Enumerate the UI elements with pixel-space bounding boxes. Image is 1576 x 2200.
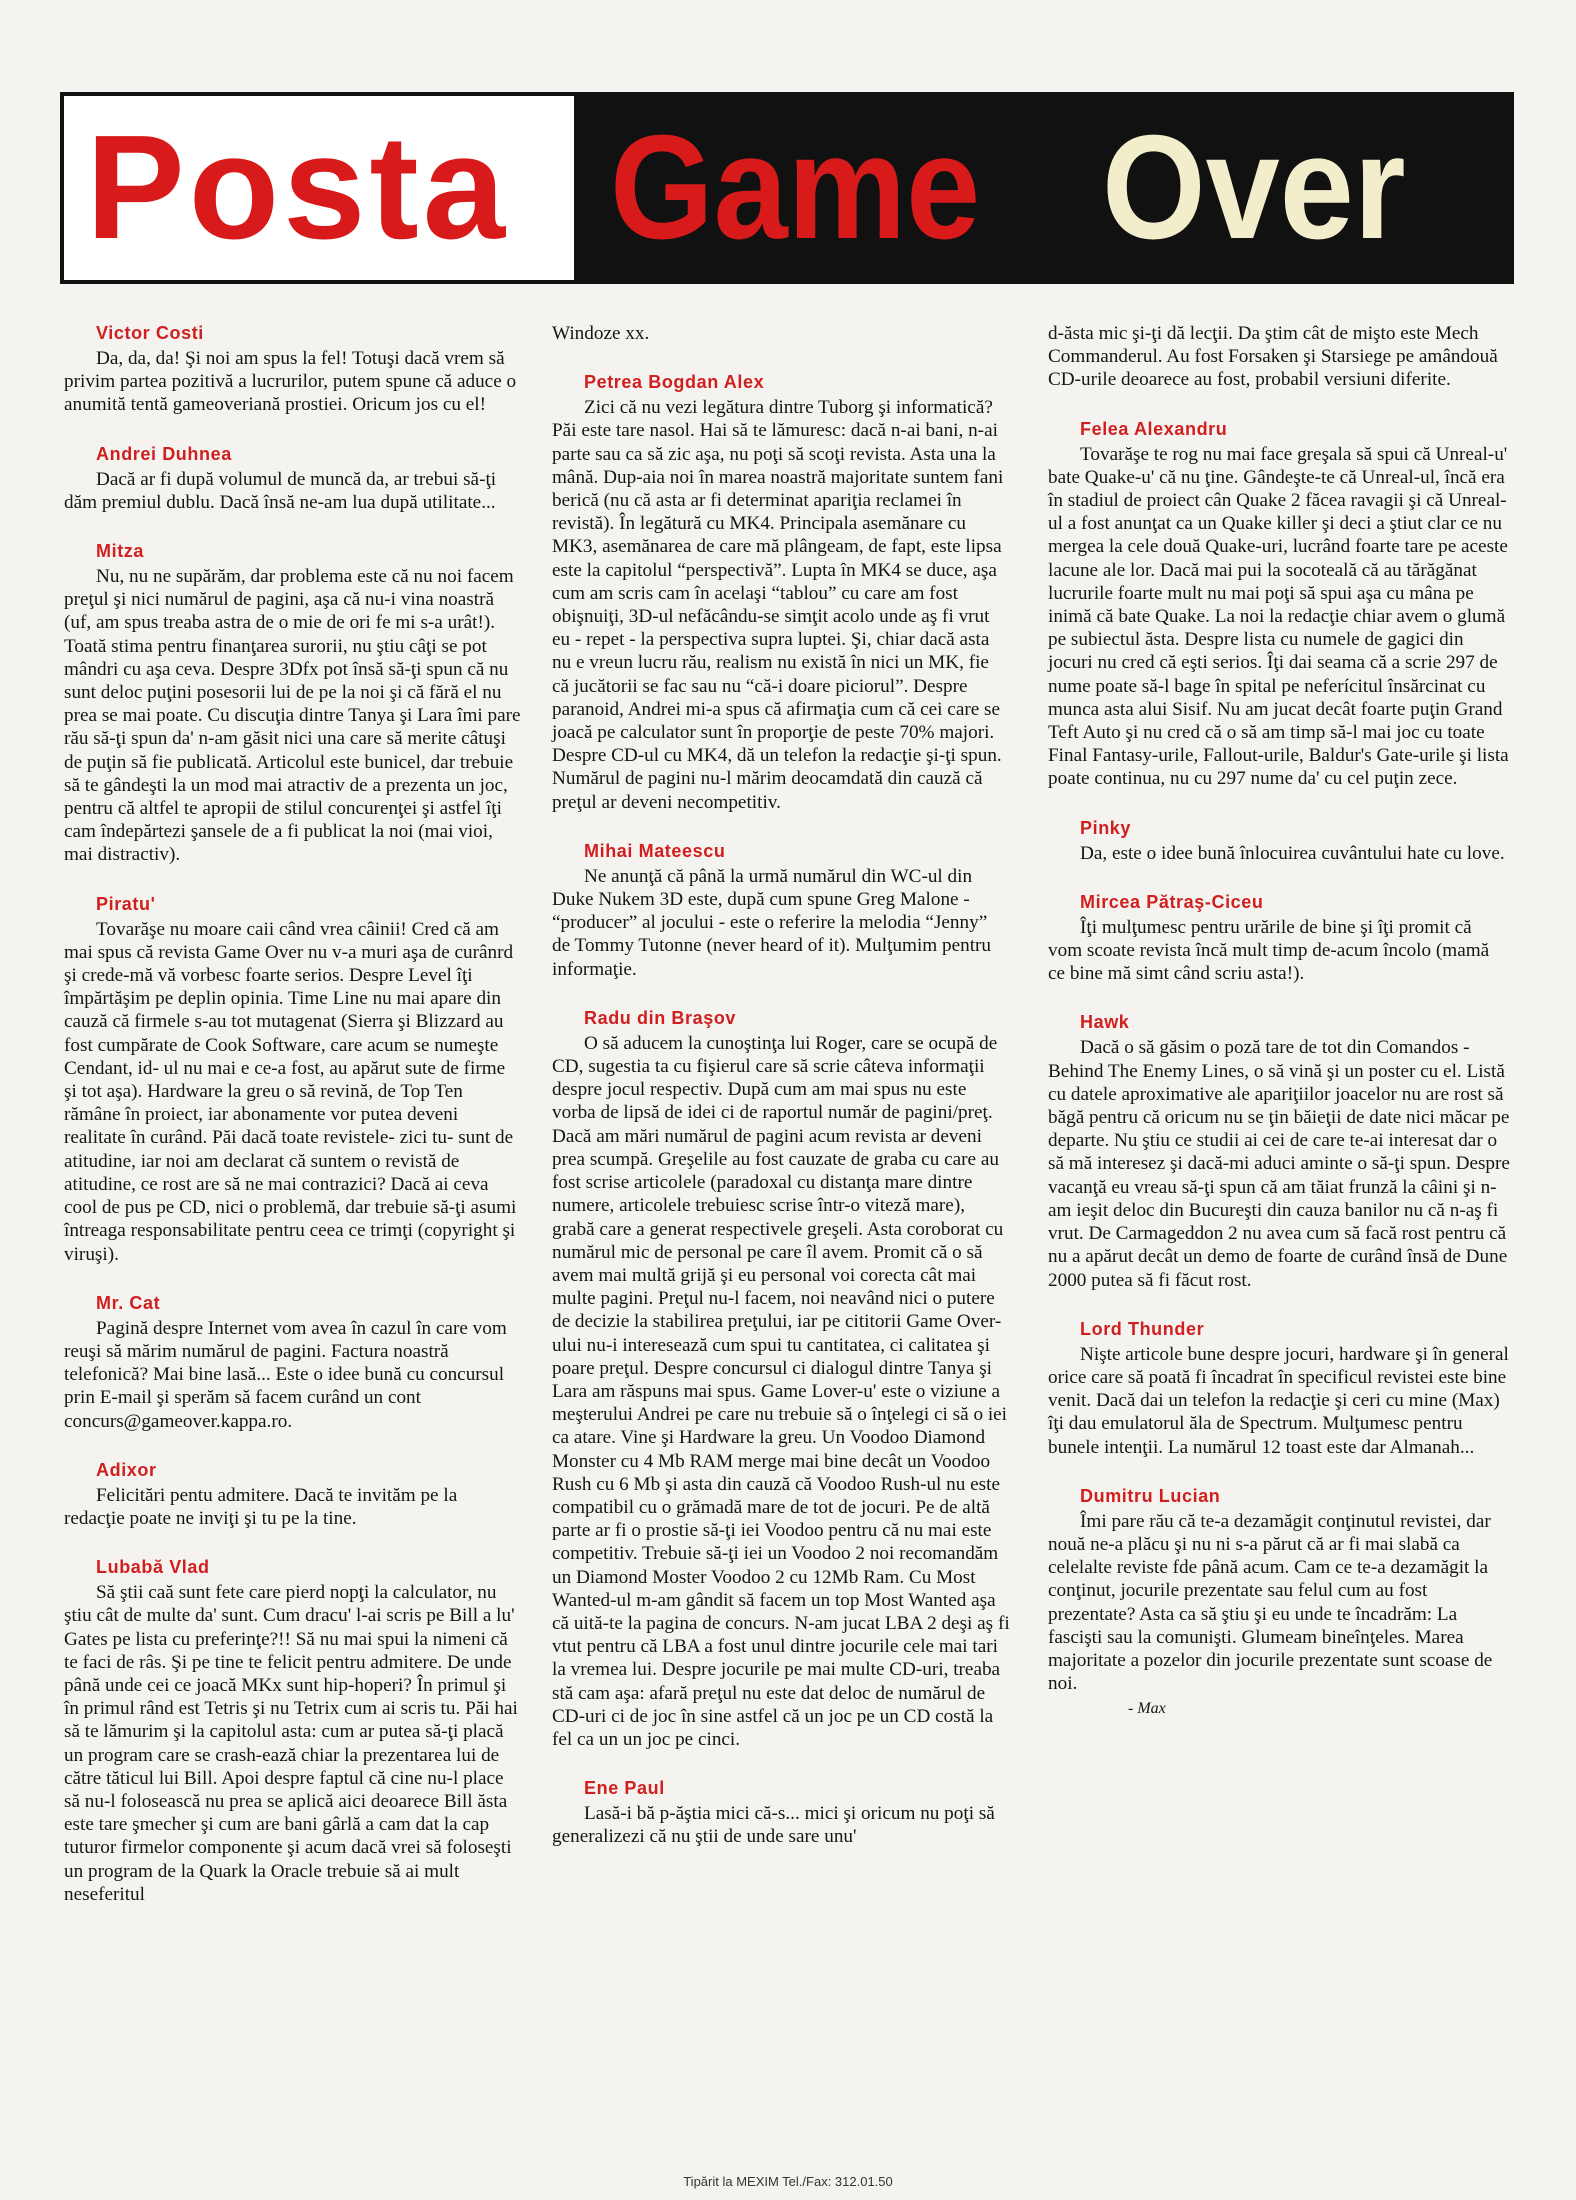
letter-body: Ne anunţă că până la urmă numărul din WC-ul din Duke Nukem 3D este, după cum spune Greg Malone - “producer” al jocului - este o referire la melodia “Jenny” de Tommy Tutonne (never heard of it). Mulţumim pentru informaţie. bbox=[552, 865, 992, 980]
letter-author: Felea Alexandru bbox=[1080, 418, 1228, 439]
letter bbox=[64, 1459, 522, 1530]
letter-author: Mr. Cat bbox=[96, 1292, 161, 1313]
letter bbox=[552, 840, 1010, 981]
letter bbox=[552, 1007, 1010, 1751]
letter bbox=[64, 540, 522, 867]
letter bbox=[552, 371, 1010, 814]
letter-body: Tovarăşe nu moare caii când vrea câinii! Cred că am mai spus că revista Game Over nu v-a muri aşa de curânrd şi crede-mă vă vorbesc foarte serios. Despre Level îţi împărtăşim pe deplin opinia. Time Line nu mai apare din cauză că firmele s-au tot mutagenat (Sierra şi Blizzard au fost cumpărate de Cook Software, care acum se numeşte Cendant, id- ul nu mai e ce-a fost, au apărut sute de firme şi tot aşa). Hardware la greu o să revină, de Top Ten rămâne în proiect, iar abonamente vor putea deveni realitate în curând. Păi dacă toate revistele- zici tu- sunt de atitudine, iar noi am declarat că suntem o revistă de atitudine, ce rost are să ne mai contrazici? Dacă ai ceva cool de pus pe CD, nici o problemă, dar trebuie să-ţi asumi întreaga responsabilitate pentru ceea ce trimţi (copyright şi viruşi). bbox=[64, 918, 517, 1265]
letter-continued bbox=[552, 322, 1010, 345]
letter bbox=[552, 1777, 1010, 1848]
title-posta: Posta bbox=[86, 105, 510, 270]
letter-author: Mihai Mateescu bbox=[584, 840, 726, 861]
letter bbox=[64, 443, 522, 514]
letter bbox=[1048, 1485, 1510, 1720]
letter-body: Tovarăşe te rog nu mai face greşala să spui că Unreal-u' bate Quake-u' că nu ţine. Gândeşte-te că Unreal-ul, încă era în stadiul de proiect cân Quake 2 făcea ravagii şi că Unreal-ul a fost anunţat ca un Quake killer şi deci a ştiut clar ce nu mergea la cele două Quake-uri, lucrând foarte tare pe aceste lacune ale lor. Dacă mai pui la socoteală că au tărăgănat lucrurile foarte mult nu mai poţi să spui aşa cu mâna pe inimă că bate Quake. La noi la redacţie chiar avem o glumă pe subiectul ăsta. Despre lista cu numele de gagici din jocuri nu cred că eşti serios. Îţi dai seama că a scrie 297 de nume poate să-l bage în spital pe neferícitul însărcinat cu munca asta alui Sisif. Nu am jucat decât foarte puţin Grand Teft Auto şi nu cred că o să am timp să-l mai joc cu toate Final Fantasy-urile, Fallout-urile, Baldur's Gate-urile şi lista poate continua, nu cu 297 nume da' cu cel puţin zece. bbox=[1048, 443, 1509, 790]
letter bbox=[1048, 891, 1510, 986]
column-1 bbox=[64, 322, 522, 1932]
letter-body: Da, este o idee bună înlocuirea cuvântului hate cu love. bbox=[1080, 842, 1505, 864]
letter-author: Hawk bbox=[1080, 1012, 1130, 1033]
letter-author: Lord Thunder bbox=[1080, 1318, 1205, 1339]
letter-author: Radu din Braşov bbox=[584, 1007, 737, 1028]
letter-body: Felicitări pentu admitere. Dacă te invităm pe la redacţie poate ne inviţi şi tu pe la tine. bbox=[64, 1484, 458, 1529]
letter bbox=[64, 322, 522, 417]
banner-white-panel bbox=[64, 96, 574, 280]
letter bbox=[64, 1292, 522, 1433]
letter-author: Piratu' bbox=[96, 893, 156, 914]
letter-author: Pinky bbox=[1080, 817, 1132, 838]
letter-body: Zici că nu vezi legătura dintre Tuborg şi informatică? Păi este tare nasol. Hai să te lămuresc: dacă n-ai bani, n-ai parte sau ca să zic aşa, nu poţi să scoţi revista. Asta una la mână. Dup-aia noi în marea noastră majoritate suntem fani berică (nu că asta ar fi determinat apariţia reclamei în revistă). În legătură cu MK4. Principala asemănare cu MK3, asemănarea de care mă plângeam, de fapt, este lipsa este la capitolul “perspectivă”. Lupta în MK4 se duce, aşa cum am scris cam în acelaşi “tablou” cu care am fost obişnuiţi, 3D-ul nefăcându-se simţit acolo unde aş fi vrut eu - repet - la perspectiva supra luptei. Şi, chiar dacă asta nu e vreun lucru rău, realism nu există în nici un MK, fie că jucătorii se fac sau nu “că-i doare piciorul”. Despre paranoid, Andrei mi-a spus că afirmaţia cum că cei care se joacă pe calculator sunt în proporţie de peste 70% majori. Despre CD-ul cu MK4, dă un telefon la redacţie şi-ţi spun. Numărul de pagini nu-l mărim deocamdată din cauză că preţul ar deveni necompetitiv. bbox=[552, 397, 1004, 813]
title-over: Over bbox=[1102, 105, 1406, 270]
letter-body: Să ştii caă sunt fete care pierd nopţi la calculator, nu ştiu cât de multe da' sunt. Cum dracu' l-ai scris pe Bill a lu' Gates pe lista cu preferinţe?!! Să nu mai spui la nimeni că te faci de râs. Şi pe tine te felicit pentru admitere. De unde până unde cei ce joacă MKx sunt hip-hoperi? În primul şi în primul rând est Tetris şi nu Tetrix cum ai scris tu. Păi hai să te lămurim şi la capitolul asta: cum ar putea să-ţi placă un program care se crash-ează chiar la prezentarea lui de către tăticul lui Bill. Apoi despre faptul că cine nu-l place să nu-l folosească nu prea se aplică aici deoarece Bill ăsta este tare şmecher şi cum are bani gârlă a cam dat la cap tuturor firmelor componente şi acum dacă vrei să foloseşti un program de la Quark la Oracle trebuie să ai mult neseferitul bbox=[64, 1582, 518, 1905]
letter-body: Dacă o să găsim o poză tare de tot din Comandos - Behind The Enemy Lines, o să vină şi un poster cu el. Listă cu datele aproximative ale apariţiilor joacelor nu are rost să băgă pentru că oricum nu se ţin băieţii de date nici măcar pe departe. Nu ştiu ce studii ai cei de care te-ai interesat dar o să mă interesez şi dacă-mi aduci aminte o să-ţi spun. Despre vacanţă eu vreau să-ţi spun că am tăiat frunză la câini şi n-am ieşit deloc din Bucureşti din cauza banilor nu că n-aş fi vrut. De Carmageddon 2 nu avea cum să facă rost pentru că nu a apărut decât un demo de foarte de curând însă de Dune 2000 putea să fi făcut rost. bbox=[1048, 1037, 1510, 1291]
letter-author: Petrea Bogdan Alex bbox=[584, 372, 765, 393]
letter bbox=[1048, 1011, 1510, 1291]
letter-author: Mitza bbox=[96, 541, 144, 562]
letter-body: Lasă-i bă p-ăştia mici că-s... mici şi oricum nu poţi să generalizezi că nu ştii de unde sare unu' bbox=[552, 1803, 995, 1848]
column-3 bbox=[1048, 322, 1510, 1745]
letter bbox=[64, 1556, 522, 1906]
letter-body: O să aducem la cunoştinţa lui Roger, care se ocupă de CD, sugestia ta cu fişierul care să scrie câteva informaţii despre jocul respectiv. După cum am mai spus nu este vorba de lipsă de idei ci de raportul număr de pagini/preţ. Dacă am mări numărul de pagini acum revista ar deveni prea scumpă. Greşelile au fost cauzate de graba cu care au fost scrise articolele (paradoxal cu distanţa mare dintre numere, articolele trebuiesc scrise într-o viteză mare), grabă care a generat respectivele greşeli. Asta coroborat cu numărul mic de personal pe care îl avem. Promit că o să avem mai multă grijă şi eu personal voi corecta cât mai multe pagini. Preţul nu-l facem, noi neavând nici o putere de decizie la stabilirea preţului, iar pe cititorii Game Over-ului nu-i interesează cum spui tu cantitatea, ci calitatea şi poare preţul. Despre concursul ci dialogul dintre Tanya şi Lara am răspuns mai spus. Game Lover-u' este o viziune a meşterului Andrei pe care nu trebuie să o înţelegi ci să o iei ca atare. Vine şi Hardware la greu. Un Voodoo Diamond Monster cu 4 Mb RAM merge mai bine decât un Voodoo Rush cu 6 Mb şi asta din cauză că Voodoo Rush-ul nu este compatibil cu o grămadă mare de tot de jocuri. Pe de altă parte ar fi o prostie să-ţi iei Voodoo pentru că nu mai este competitiv. Trebuie să-ţi iei un Voodoo 2 noi recomandăm un Diamond Moster Voodoo 2 cu 12Mb Ram. Cu Most Wanted-ul m-am gândit să facem un top Most Wanted aşa că uită-te la pagina de concurs. N-am jucat LBA 2 deşi aş fi vtut pentru că LBA a fost unul dintre jocurile cele mai tari la vremea lui. Despre jocurile pe mai multe CD-uri, treaba stă cam aşa: afară preţul nu este dat deloc de numărul de CD-uri ci de joc în sine astfel că un joc pe un CD costă la fel ca un un joc pe cinci. bbox=[552, 1032, 1010, 1750]
letter-body: Dacă ar fi după volumul de muncă da, ar trebui să-ţi dăm premiul dublu. Dacă însă ne-am lua după utilitate... bbox=[64, 468, 497, 513]
title-game: Game bbox=[610, 105, 981, 270]
letter-body: Îţi mulţumesc pentru urările de bine şi îţi promit că vom scoate revista încă mult timp de-acum încolo (mamă ce bine mă simt când scriu asta!). bbox=[1048, 916, 1490, 985]
letter-author: Victor Costi bbox=[96, 323, 204, 343]
header-banner bbox=[60, 92, 1514, 284]
letter-body: Nu, nu ne supărăm, dar problema este că nu noi facem preţul şi nici numărul de pagini, aşa că nu-i vina noastră (uf, am spus treaba astra de o mie de ori fe mi s-a urât!). Toată stima pentru finanţarea surorii, nu ştiu câţi se pot mândri cu aşa ceva. Despre 3Dfx pot însă să-ţi spun că nu sunt deloc puţini posesorii lui de pe la noi şi că fără el nu prea se mai poate. Cu discuţia dintre Tanya şi Lara îmi pare rău să-ţi spun da' n-am găsit nici una care să merite câtuşi de puţin să fie publicată. Articolul este bunicel, dar trebuie să te gândeşti la un mod mai atractiv de a prezenta un joc, pentru că altfel te apropii de stilul concurenţei şi astfel îţi cam îndepărtezi şansele de a fi publicat la noi (mai vioi, mai distractiv). bbox=[64, 566, 521, 866]
letter-author: Lubabă Vlad bbox=[96, 1557, 210, 1578]
letter-continued bbox=[1048, 322, 1510, 392]
signature: - Max bbox=[1128, 1700, 1166, 1718]
letter-body: Îmi pare rău că te-a dezamăgit conţinutul revistei, dar nouă ne-a plăcu şi nu ni s-a părut că ar fi mai slabă ca celelalte reviste fde până acum. Cam ce te-a dezamăgit la conţinut, jocurile prezentate sau felul cum au fost prezentate? Asta ca să ştiu şi eu unde te încadrăm: La fascişti sau la comunişti. Glumeam bineînţeles. Marea majoritate a pozelor din jocurile prezentate sunt scoase de noi. bbox=[1048, 1510, 1493, 1695]
letter bbox=[64, 893, 522, 1266]
letter-author: Mircea Pătraş-Ciceu bbox=[1080, 891, 1264, 912]
printer-footer: Tipărit la MEXIM Tel./Fax: 312.01.50 bbox=[683, 2174, 893, 2189]
letter bbox=[1048, 817, 1510, 865]
letter bbox=[1048, 1318, 1510, 1459]
letter-body: d-ăsta mic şi-ţi dă lecţii. Da ştim cât de mişto este Mech Commanderul. Au fost Forsaken şi Starsiege pe amândouă CD-urile deoarece au fost, probabil versiuni diferite. bbox=[1048, 323, 1498, 391]
letter-author: Adixor bbox=[96, 1459, 157, 1480]
letter-author: Ene Paul bbox=[584, 1778, 665, 1799]
letter-body: Pagină despre Internet vom avea în cazul în care vom reuşi să mărim numărul de pagini. Factura noastră telefonică? Mai bine lasă... Este o idee bună cu concursul prin E-mail şi sperăm să facem curând un cont concurs@gameover.kappa.ro. bbox=[64, 1317, 507, 1432]
letter-author: Andrei Duhnea bbox=[96, 443, 232, 464]
letter-author: Dumitru Lucian bbox=[1080, 1485, 1221, 1506]
letter-body: Da, da, da! Şi noi am spus la fel! Totuşi dacă vrem să privim partea pozitivă a lucrurilor, putem spune că aduce o anumită tentă gameoveriană prostiei. Oricum jos cu el! bbox=[64, 348, 517, 416]
letter bbox=[1048, 418, 1510, 791]
column-2 bbox=[552, 322, 1010, 1875]
letter-body: Nişte articole bune despre jocuri, hardware şi în general orice care să poată fi încadrat în specificul revistei este bine venit. Dacă dai un telefon la redacţie şi ceri cu mine (Max) îţi dau emulatorul ăla de Spectrum. Mulţumesc pentru bunele intenţii. La numărul 12 toast este dar Almanah... bbox=[1048, 1343, 1509, 1458]
letter-body: Windoze xx. bbox=[552, 323, 650, 344]
